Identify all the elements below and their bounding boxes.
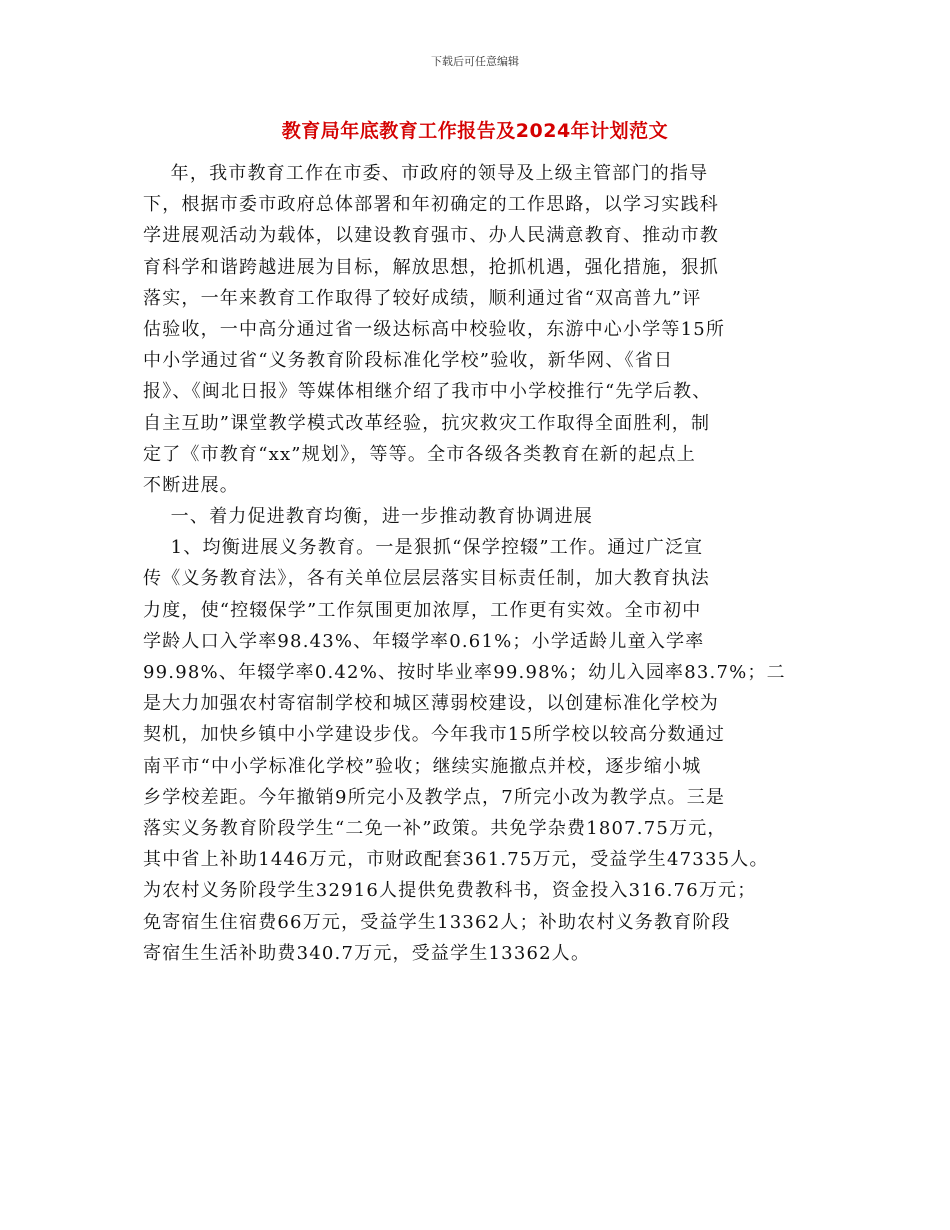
text-line: 为农村义务阶段学生32916人提供免费教科书，资金投入316.76万元； xyxy=(143,880,757,902)
page-header-note: 下载后可任意编辑 xyxy=(431,55,519,68)
text-line: 中小学通过省“义务教育阶段标准化学校”验收，新华网、《省日 xyxy=(143,350,674,372)
text-line: 契机，加快乡镇中小学建设步伐。今年我市15所学校以较高分数通过 xyxy=(143,724,726,746)
document-title: 教育局年底教育工作报告及2024年计划范文 xyxy=(281,120,669,142)
text-line: 南平市“中小学标准化学校”验收；继续实施撤点并校，逐步缩小城 xyxy=(143,755,702,777)
text-line: 育科学和谐跨越进展为目标，解放思想，抢抓机遇，强化措施，狠抓 xyxy=(143,256,719,278)
text-line: 学进展观活动为载体，以建设教育强市、办人民满意教育、推动市教 xyxy=(143,225,719,247)
text-line: 定了《市教育“xx”规划》，等等。全市各级各类教育在新的起点上 xyxy=(143,443,696,465)
text-line: 估验收，一中高分通过省一级达标高中校验收，东游中心小学等15所 xyxy=(143,318,726,340)
text-line: 乡学校差距。今年撤销9所完小及教学点，7所完小改为教学点。三是 xyxy=(143,786,726,808)
text-line: 力度，使“控辍保学”工作氛围更加浓厚，工作更有实效。全市初中 xyxy=(143,599,702,621)
text-line: 其中省上补助1446万元，市财政配套361.75万元，受益学生47335人。 xyxy=(143,849,769,871)
text-line: 落实，一年来教育工作取得了较好成绩，顺利通过省“双高普九”评 xyxy=(143,287,702,309)
text-line: 不断进展。 xyxy=(143,474,239,496)
text-line: 学龄人口入学率98.43%、年辍学率0.61%；小学适龄儿童入学率 xyxy=(143,630,705,652)
text-line: 免寄宿生住宿费66万元，受益学生13362人；补助农村义务教育阶段 xyxy=(143,911,731,933)
text-line: 传《义务教育法》，各有关单位层层落实目标责任制，加大教育执法 xyxy=(143,568,710,590)
text-line: 1、均衡进展义务教育。一是狠抓“保学控辍”工作。通过广泛宣 xyxy=(143,537,704,559)
text-line: 落实义务教育阶段学生“二免一补”政策。共免学杂费1807.75万元， xyxy=(143,817,727,839)
text-line: 寄宿生生活补助费340.7万元，受益学生13362人。 xyxy=(143,942,591,964)
text-line: 自主互助”课堂教学模式改革经验，抗灾救灾工作取得全面胜利，制 xyxy=(143,412,711,434)
text-line: 一、着力促进教育均衡，进一步推动教育协调进展 xyxy=(143,506,594,528)
text-line: 下，根据市委市政府总体部署和年初确定的工作思路，以学习实践科 xyxy=(143,194,719,216)
document-body xyxy=(143,158,823,969)
text-line: 年，我市教育工作在市委、市政府的领导及上级主管部门的指导 xyxy=(143,163,709,184)
text-line: 报》、《闽北日报》等媒体相继介绍了我市中小学校推行“先学后教、 xyxy=(143,381,712,403)
text-line: 是大力加强农村寄宿制学校和城区薄弱校建设，以创建标准化学校为 xyxy=(143,693,719,715)
text-line: 99.98%、年辍学率0.42%、按时毕业率99.98%；幼儿入园率83.7%；二 xyxy=(143,662,786,683)
